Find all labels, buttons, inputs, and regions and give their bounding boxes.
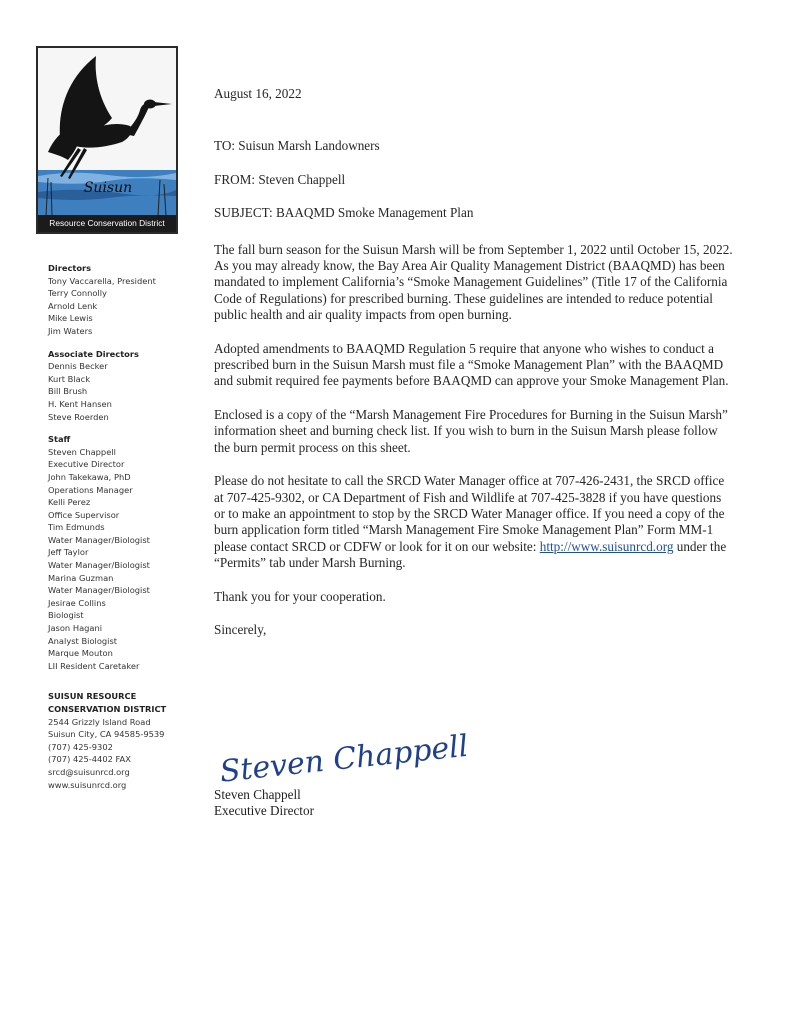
- signer-title: Executive Director: [214, 803, 314, 818]
- director-name: Arnold Lenk: [48, 300, 98, 311]
- org-phone: (707) 425-9302: [48, 741, 113, 752]
- staff-line: Steven Chappell: [48, 446, 116, 457]
- staff-line: Water Manager/Biologist: [48, 560, 150, 571]
- paragraph-contact: [214, 473, 734, 571]
- staff-line: Water Manager/Biologist: [48, 534, 150, 545]
- letter-body: [214, 86, 734, 655]
- director-name: Terry Connolly: [48, 288, 107, 299]
- staff-heading: Staff: [48, 434, 71, 445]
- paragraph-contact-end: under the “Permits” tab under Marsh Burning.: [214, 538, 727, 571]
- staff-line: Operations Manager: [48, 484, 133, 495]
- staff-line: Office Supervisor: [48, 509, 120, 520]
- director-name: Jim Waters: [48, 325, 93, 336]
- org-contact-group: [48, 690, 183, 791]
- directors-heading: Directors: [48, 263, 92, 273]
- thanks-line: Thank you for your cooperation.: [214, 588, 386, 604]
- paragraph-enclosure: Enclosed is a copy of the “Marsh Management Fire Procedures for Burning in the Suisun Marsh” information sheet and burning check list. If you wish to burn in the Suisun Marsh please follow the burn permit process on this sheet.: [214, 406, 728, 455]
- staff-line: Jesirae Collins: [48, 597, 106, 608]
- letter-from: FROM: Steven Chappell: [214, 171, 346, 187]
- staff-line: Biologist: [48, 610, 84, 621]
- paragraph-regulation: Adopted amendments to BAAQMD Regulation 5 require that anyone who wishes to conduct a prescribed burn in the Suisun Marsh must file a “Smoke Management Plan” with the BAAQMD and submit required fee payments before BAAQMD can approve your Smoke Management Plan.: [214, 340, 729, 389]
- associate-director-name: Bill Brush: [48, 386, 88, 397]
- associate-director-name: Dennis Becker: [48, 361, 108, 372]
- associate-director-name: Steve Roerden: [48, 411, 109, 422]
- associate-director-name: H. Kent Hansen: [48, 398, 112, 409]
- signature-text: Steven Chappell: [218, 728, 470, 790]
- org-website: www.suisunrcd.org: [48, 779, 127, 790]
- staff-line: Water Manager/Biologist: [48, 585, 150, 596]
- staff-line: Executive Director: [48, 459, 125, 470]
- signer-name: Steven Chappell: [214, 787, 301, 802]
- letter-date: August 16, 2022: [214, 86, 302, 101]
- srcd-logo: [36, 46, 178, 234]
- directors-group: [48, 262, 183, 338]
- staff-line: Jason Hagani: [48, 623, 103, 634]
- associate-directors-group: [48, 348, 183, 424]
- closing-line: Sincerely,: [214, 621, 267, 637]
- website-link[interactable]: http://www.suisunrcd.org: [539, 538, 674, 554]
- logo-script-text: Suisun: [83, 180, 133, 196]
- org-address: 2544 Grizzly Island Road: [48, 716, 151, 727]
- org-name-line1: SUISUN RESOURCE: [48, 691, 137, 702]
- staff-line: Tim Edmunds: [48, 522, 105, 533]
- director-name: Tony Vaccarella, President: [48, 275, 156, 286]
- org-city: Suisun City, CA 94585-9539: [48, 729, 165, 740]
- staff-line: Marina Guzman: [48, 572, 114, 583]
- letter-to: TO: Suisun Marsh Landowners: [214, 138, 380, 154]
- org-fax: (707) 425-4402 FAX: [48, 754, 131, 765]
- associate-director-name: Kurt Black: [48, 373, 91, 384]
- staff-line: Jeff Taylor: [48, 547, 89, 558]
- paragraph-burn-season: The fall burn season for the Suisun Marsh will be from September 1, 2022 until October 15, 2022. As you may already know, the Bay Area Air Quality Management District (BAAQMD) has been mandated to implement California’s “Smoke Management Guidelines” (Title 17 of the California Code of Regulations) for prescribed burning. These guidelines are intended to reduce potential public health and air quality impacts from open burning.: [214, 241, 733, 323]
- org-email: srcd@suisunrcd.org: [48, 766, 130, 777]
- associate-directors-heading: Associate Directors: [48, 348, 139, 359]
- staff-line: John Takekawa, PhD: [48, 471, 131, 482]
- handwritten-signature: [214, 728, 470, 790]
- org-name-line2: CONSERVATION DISTRICT: [48, 704, 167, 714]
- staff-line: Marque Mouton: [48, 648, 113, 659]
- staff-line: LII Resident Caretaker: [48, 660, 140, 671]
- paragraph-contact-text: Please do not hesitate to call the SRCD Water Manager office at 707-426-2431, the SRCD office at 707-425-9302, or CA Department of Fish and Wildlife at 707-425-3828 if you have questions or to make an appointment to stop by the SRCD Water Manager office. If you need a copy of the burn application form titled “Marsh Management Fire Smoke Management Plan” Form MM-1 please contact SRCD or CDFW or look for it on our website:: [214, 473, 725, 554]
- sidebar: [48, 262, 183, 801]
- logo-band-text: Resource Conservation District: [38, 215, 176, 232]
- heron-logo-icon: [38, 48, 176, 216]
- staff-line: Analyst Biologist: [48, 635, 118, 646]
- director-name: Mike Lewis: [48, 313, 93, 324]
- letter-subject: SUBJECT: BAAQMD Smoke Management Plan: [214, 205, 474, 221]
- staff-line: Kelli Perez: [48, 497, 91, 508]
- staff-group: [48, 433, 183, 672]
